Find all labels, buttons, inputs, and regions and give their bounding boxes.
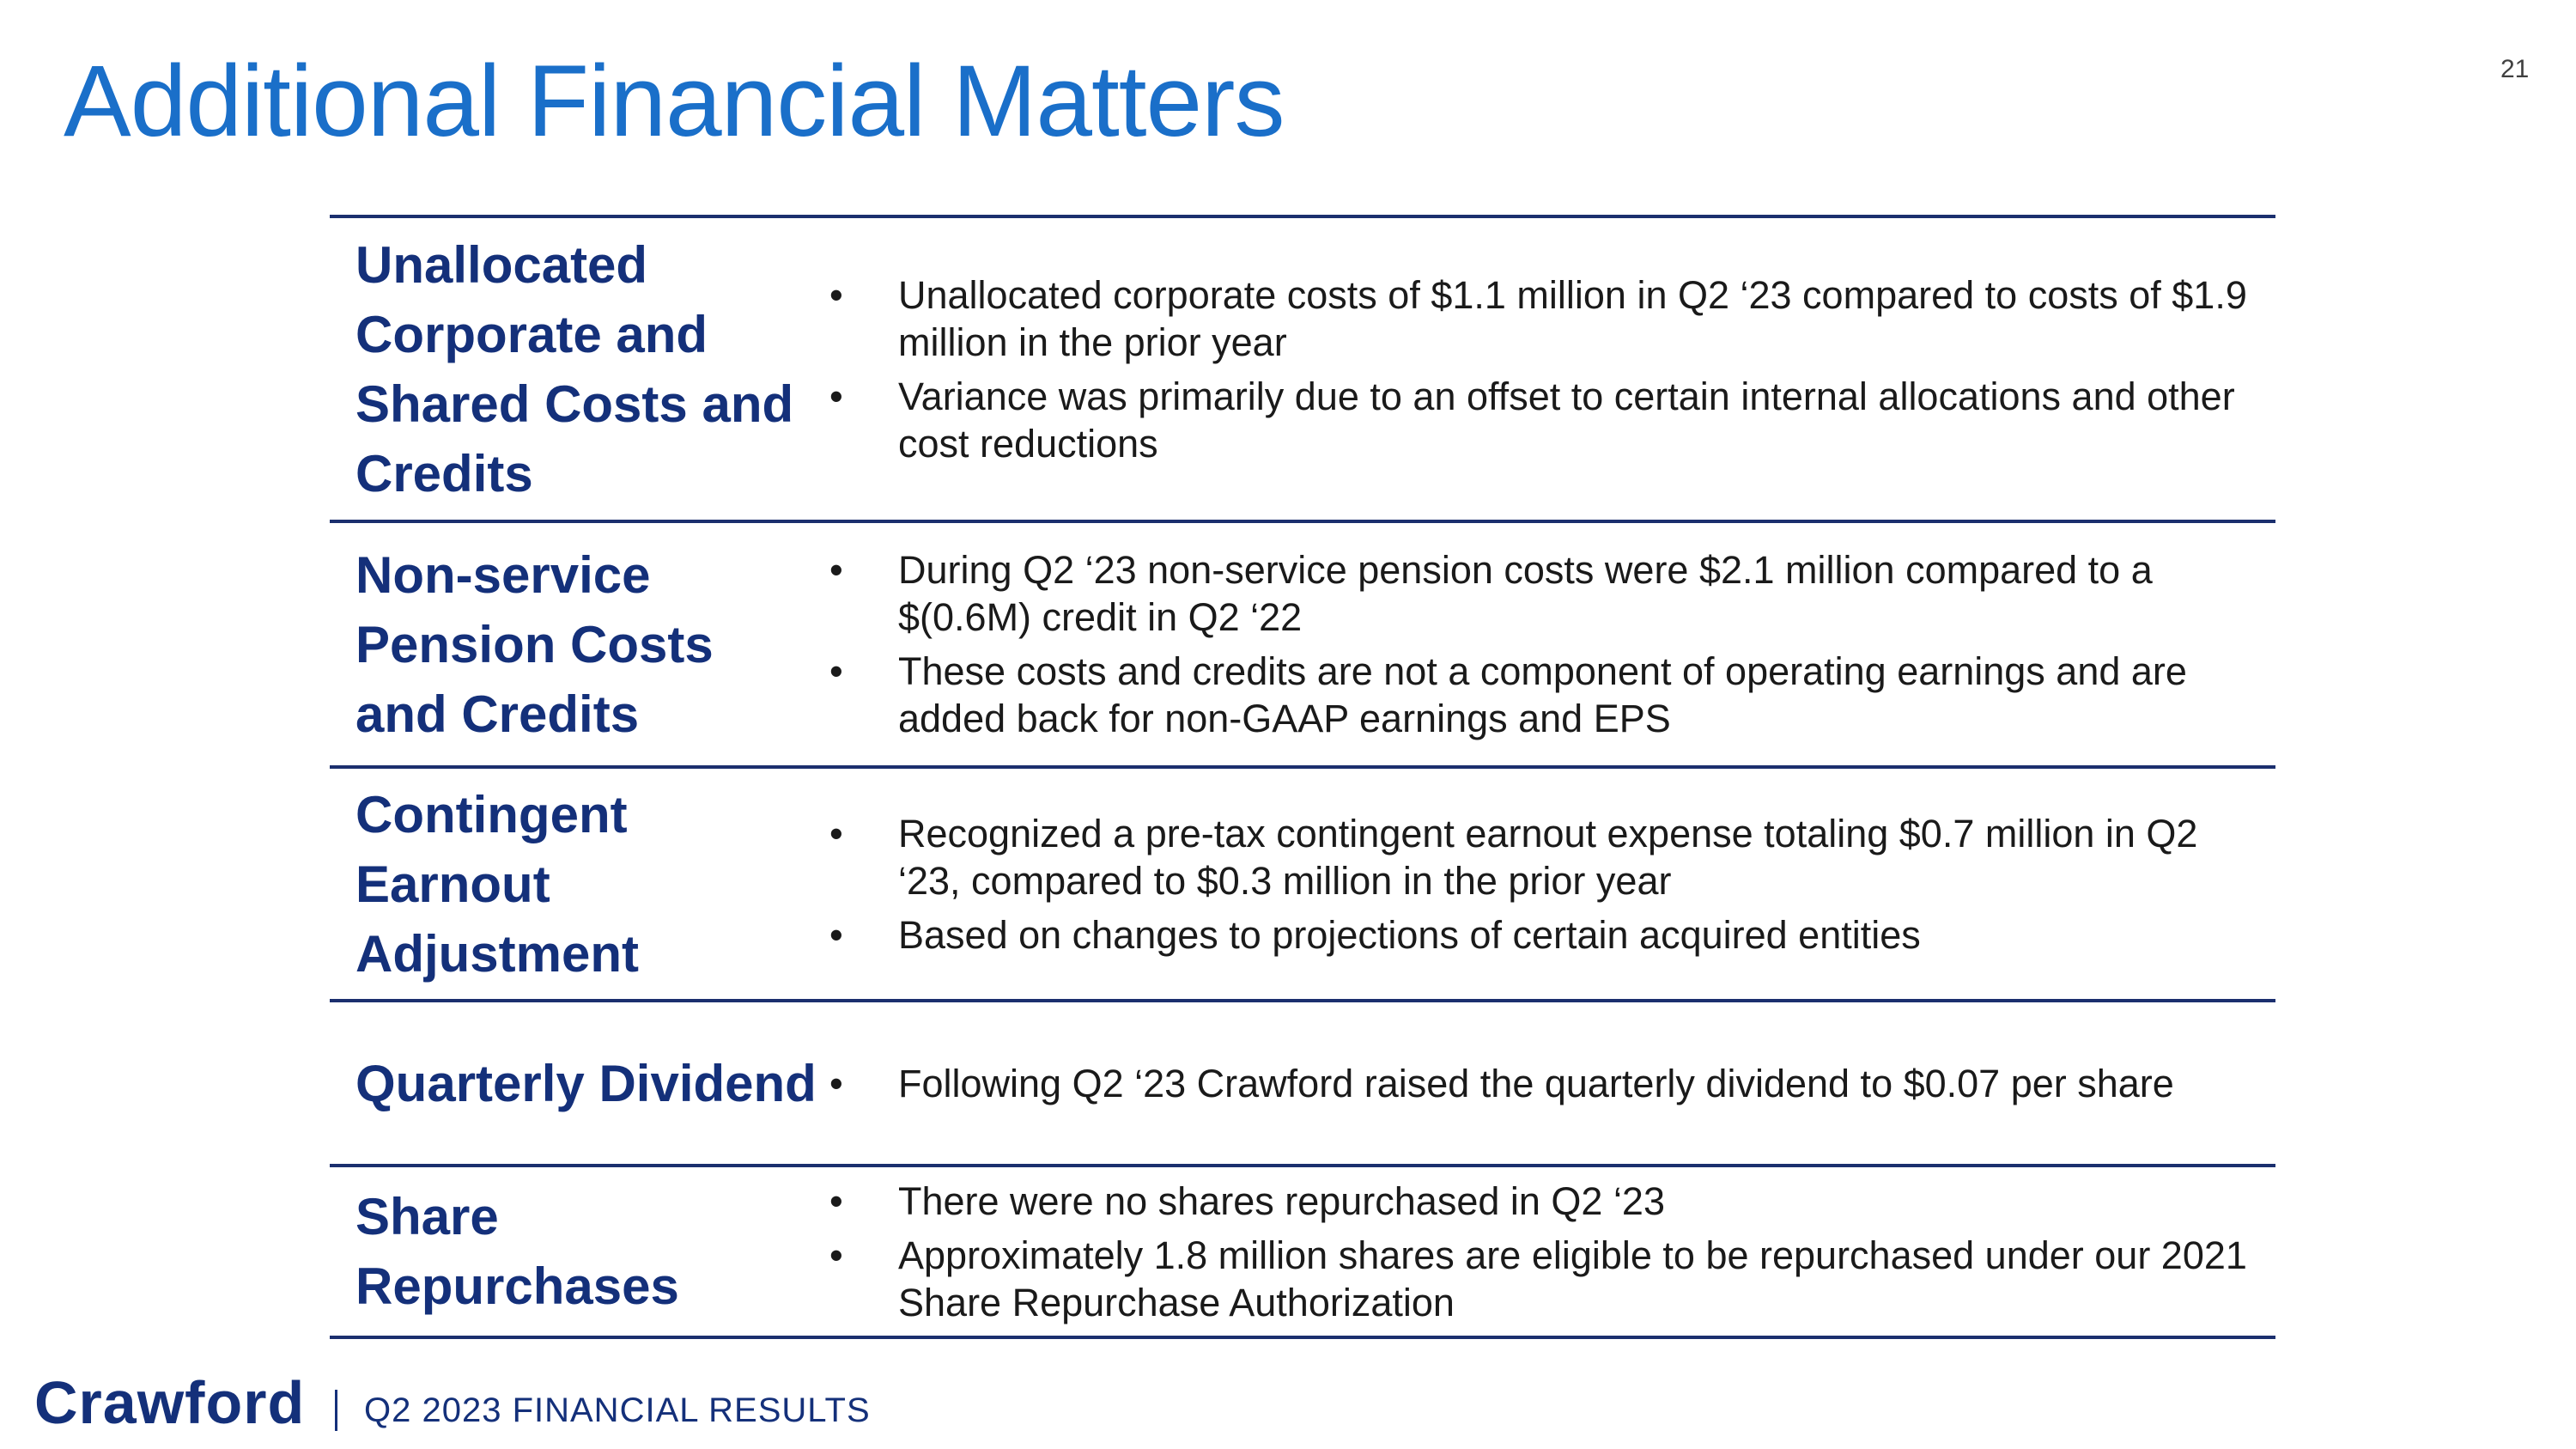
matter-row-contingent-earnout [330,765,2275,999]
crawford-logo: Crawford [34,1369,306,1436]
page-number: 21 [2500,55,2530,83]
bullet-item [817,648,2258,742]
bullet-item [817,546,2258,641]
slide-title: Additional Financial Matters [64,45,1285,158]
bullet-text: Following Q2 ‘23 Crawford raised the quarterly dividend to $0.07 per share [898,1061,2174,1105]
bullet-item [817,810,2258,904]
matter-bullets [817,546,2275,742]
bullet-dot: • [829,811,843,855]
matter-heading: Unallocated Corporate and Shared Costs and Credits [355,235,794,502]
financial-matters-table [330,215,2275,1339]
matter-heading: Share Repurchases [355,1188,679,1315]
matter-heading: Contingent Earnout Adjustment [355,785,639,983]
bullet-dot: • [829,374,843,418]
bullet-item [817,1060,2258,1107]
matter-bullets [817,1178,2275,1326]
bullet-text: There were no shares repurchased in Q2 ‘23 [898,1178,1665,1223]
bullet-dot: • [829,912,843,957]
bullet-item [817,1232,2258,1326]
matter-row-quarterly-dividend [330,999,2275,1164]
bullet-text: Unallocated corporate costs of $1.1 million in Q2 ‘23 compared to costs of $1.9 million in the prior year [898,272,2247,364]
bullet-dot: • [829,1061,843,1105]
bullet-text: Approximately 1.8 million shares are eligible to be repurchased under our 2021 Share Repurchase Authorization [898,1233,2247,1324]
matter-bullets [817,271,2275,467]
footer-label: Q2 2023 FINANCIAL RESULTS [364,1391,871,1429]
matter-row-pension-costs [330,520,2275,765]
bullet-dot: • [829,548,843,592]
bullet-item [817,271,2258,366]
bullet-item [817,373,2258,467]
matter-bullets [817,1060,2275,1107]
footer-divider [335,1390,337,1431]
bullet-text: These costs and credits are not a component of operating earnings and are added back for non-GAAP earnings and EPS [898,649,2187,740]
bullet-item [817,1178,2258,1225]
bullet-dot: • [829,649,843,693]
bullet-dot: • [829,272,843,317]
bullet-dot: • [829,1233,843,1277]
bullet-text: Based on changes to projections of certain acquired entities [898,912,1921,957]
matter-row-share-repurchases [330,1164,2275,1339]
bullet-text: During Q2 ‘23 non-service pension costs were $2.1 million compared to a $(0.6M) credit in Q2 ‘22 [898,548,2153,639]
bullet-text: Variance was primarily due to an offset to certain internal allocations and other cost reductions [898,374,2235,466]
bullet-dot: • [829,1178,843,1223]
matter-row-unallocated-costs [330,215,2275,520]
bullet-text: Recognized a pre-tax contingent earnout expense totaling $0.7 million in Q2 ‘23, compared to $0.3 million in the prior year [898,811,2198,903]
bullet-item [817,911,2258,959]
matter-heading: Non-service Pension Costs and Credits [355,545,714,743]
matter-bullets [817,810,2275,959]
matter-heading: Quarterly Dividend [355,1054,817,1112]
